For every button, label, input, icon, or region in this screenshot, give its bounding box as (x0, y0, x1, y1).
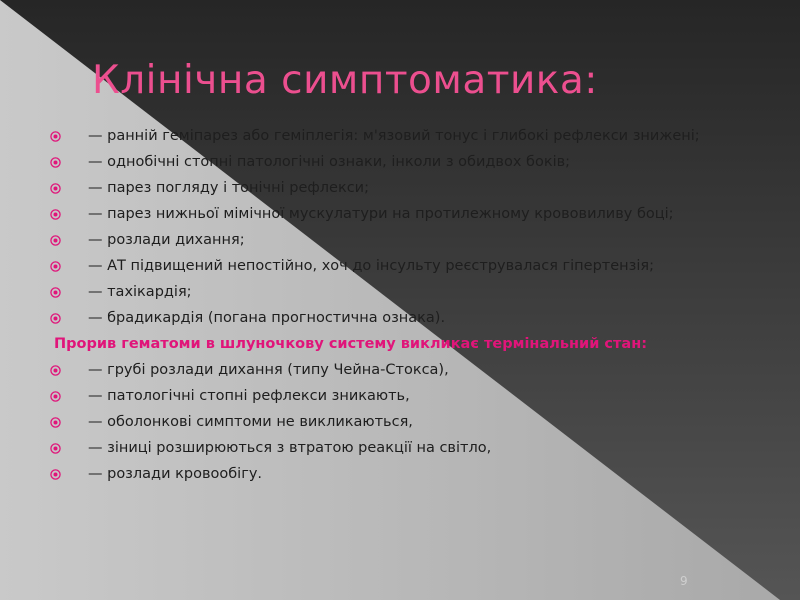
list-item (48, 178, 748, 200)
bullet-icon (48, 308, 62, 330)
list-item (48, 282, 748, 304)
list-item-text: — розлади дихання; (88, 232, 245, 248)
bullet-icon (48, 178, 62, 200)
list-item-text: — зіниці розширюються з втратою реакції на світло, (88, 440, 492, 456)
list-item (48, 308, 748, 330)
bullet-icon (48, 412, 62, 434)
list-item-text: — грубі розлади дихання (типу Чейна-Стокса), (88, 362, 449, 378)
list-item (48, 152, 748, 174)
bullet-icon (48, 360, 62, 382)
page-number: 9 (680, 574, 688, 588)
bullet-icon (48, 386, 62, 408)
bullet-icon (48, 464, 62, 486)
list-item-text: — парез нижньої мімічної мускулатури на протилежному крововиливу боці; (88, 206, 674, 222)
bullet-icon (48, 204, 62, 226)
list-item-text: — АТ підвищений непостійно, хоч до інсульту реєструвалася гіпертензія; (88, 258, 654, 274)
bullet-icon (48, 126, 62, 148)
list-item (48, 386, 748, 408)
list-item-text: — однобічні стопні патологічні ознаки, інколи з обидвох боків; (88, 154, 571, 170)
list-item-text: — ранній геміпарез або геміплегія: м'язовий тонус і глибокі рефлекси знижені; (88, 128, 700, 144)
list-item (48, 230, 748, 252)
list-item (48, 412, 748, 434)
bullet-icon (48, 152, 62, 174)
list-item (48, 360, 748, 382)
list-item-text: — оболонкові симптоми не викликаються, (88, 414, 413, 430)
bullet-icon (48, 282, 62, 304)
list-item (48, 126, 748, 148)
list-item (48, 438, 748, 460)
list-item (48, 204, 748, 226)
list-item-text: — брадикардія (погана прогностична ознака). (88, 310, 446, 326)
slide-title: Клінічна симптоматика: (92, 58, 598, 103)
bullet-icon (48, 256, 62, 278)
section-subheading: Прорив гематоми в шлуночкову систему викликає термінальний стан: (54, 336, 648, 352)
symptom-list (48, 126, 748, 490)
list-item-text: — тахікардія; (88, 284, 192, 300)
bullet-icon (48, 438, 62, 460)
list-item (48, 464, 748, 486)
bullet-icon (48, 230, 62, 252)
list-item-text: — парез погляду і тонічні рефлекси; (88, 180, 369, 196)
list-item (48, 256, 748, 278)
list-item-text: — розлади кровообігу. (88, 466, 263, 482)
list-item-text: — патологічні стопні рефлекси зникають, (88, 388, 410, 404)
